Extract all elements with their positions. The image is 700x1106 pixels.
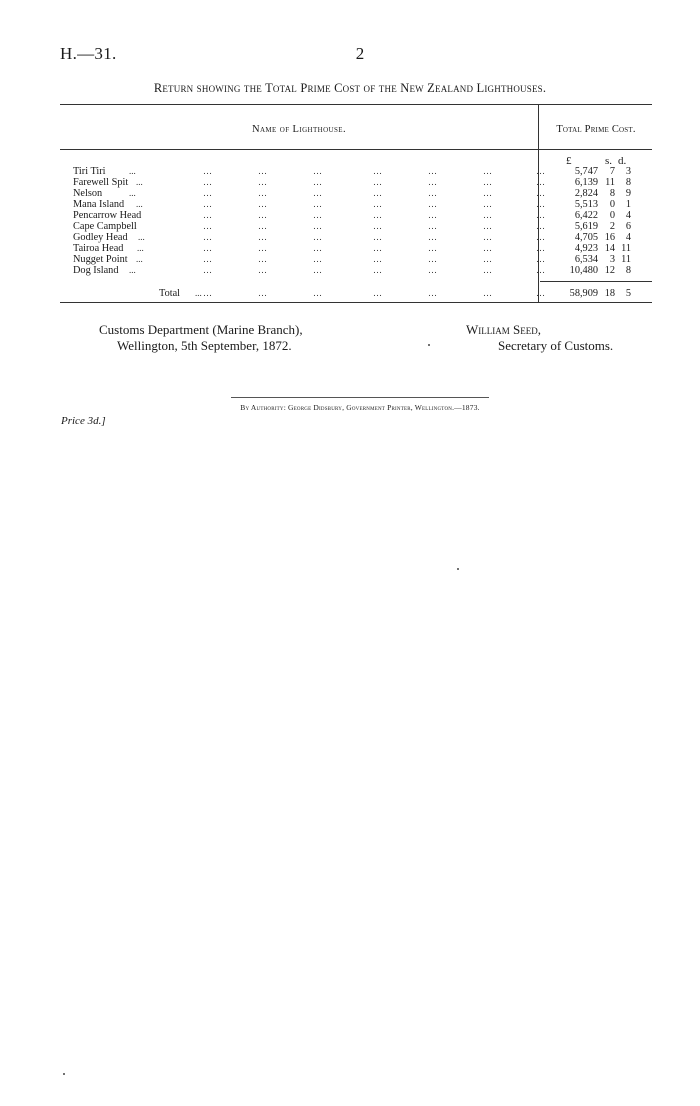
pounds-unit: £ bbox=[566, 155, 572, 167]
leader-dots: … bbox=[313, 166, 322, 176]
leader-dots: … bbox=[373, 210, 382, 220]
leader-dots: … bbox=[373, 188, 382, 198]
leader-dots: … bbox=[373, 232, 382, 242]
leader-dots: … bbox=[313, 254, 322, 264]
leader-dots: … bbox=[483, 221, 492, 231]
leader-dots: … bbox=[483, 210, 492, 220]
leader-dots: … bbox=[428, 254, 437, 264]
leader-dots: … bbox=[373, 265, 382, 275]
cost-pence: 8 bbox=[625, 265, 631, 276]
document-reference: H.—31. bbox=[60, 44, 117, 63]
cost-shillings: 8 bbox=[609, 188, 615, 199]
cost-pence: 6 bbox=[625, 221, 631, 232]
leader-dots: … bbox=[483, 199, 492, 209]
leader-dots: … bbox=[428, 221, 437, 231]
leader-dots: … bbox=[203, 199, 212, 209]
cost-pence: 11 bbox=[621, 243, 631, 254]
leader-dots: … bbox=[313, 221, 322, 231]
leader-dots: … bbox=[428, 177, 437, 187]
signatory-title: Secretary of Customs. bbox=[498, 338, 614, 353]
leader-dots: … bbox=[483, 232, 492, 242]
cost-pence: 4 bbox=[625, 210, 631, 221]
scan-speck bbox=[63, 1073, 65, 1075]
shillings-unit: s. bbox=[605, 155, 613, 167]
leader-dots: … bbox=[313, 188, 322, 198]
table-row bbox=[73, 232, 633, 243]
leader-dots: … bbox=[428, 188, 437, 198]
page-number: 2 bbox=[355, 44, 365, 63]
leader-dots: … bbox=[536, 243, 545, 253]
leader-dots: ... bbox=[195, 288, 202, 298]
lighthouse-name: Farewell Spit bbox=[73, 177, 129, 188]
cost-shillings: 12 bbox=[604, 265, 615, 276]
leader-dots: ... bbox=[138, 232, 145, 242]
total-pounds: 58,909 bbox=[569, 288, 598, 299]
cost-shillings: 0 bbox=[609, 199, 615, 210]
cost-pounds: 5,513 bbox=[574, 199, 598, 210]
leader-dots: … bbox=[373, 221, 382, 231]
total-row bbox=[73, 288, 633, 299]
cost-pence: 9 bbox=[625, 188, 631, 199]
leader-dots: ... bbox=[129, 265, 136, 275]
scan-speck bbox=[457, 568, 459, 570]
cost-pounds: 5,619 bbox=[574, 221, 598, 232]
table-top-rule bbox=[60, 104, 652, 105]
leader-dots: … bbox=[258, 188, 267, 198]
leader-dots: … bbox=[428, 265, 437, 275]
cost-pence: 8 bbox=[625, 177, 631, 188]
leader-dots: … bbox=[483, 243, 492, 253]
cost-pence: 3 bbox=[625, 166, 631, 177]
page-title: Return showing the Total Prime Cost of the New Zealand Lighthouses. bbox=[153, 81, 547, 95]
leader-dots: ... bbox=[136, 199, 143, 209]
department-name: Customs Department (Marine Branch), bbox=[99, 322, 303, 337]
signature-block bbox=[466, 322, 613, 354]
lighthouse-name: Dog Island bbox=[73, 265, 119, 276]
column-header-cost: Total Prime Cost. bbox=[556, 124, 636, 135]
table-row bbox=[73, 221, 633, 232]
leader-dots: … bbox=[428, 243, 437, 253]
cost-pounds: 5,747 bbox=[574, 166, 598, 177]
leader-dots: … bbox=[313, 177, 322, 187]
leader-dots: … bbox=[203, 232, 212, 242]
leader-dots: … bbox=[536, 221, 545, 231]
lighthouse-name: Nelson bbox=[73, 188, 103, 199]
leader-dots: … bbox=[258, 177, 267, 187]
cost-pounds: 4,923 bbox=[574, 243, 598, 254]
leader-dots: … bbox=[258, 210, 267, 220]
leader-dots: … bbox=[313, 288, 322, 298]
cost-shillings: 3 bbox=[609, 254, 615, 265]
cost-shillings: 14 bbox=[604, 243, 615, 254]
table-row bbox=[73, 254, 633, 265]
cost-pounds: 10,480 bbox=[569, 265, 598, 276]
leader-dots: … bbox=[483, 177, 492, 187]
leader-dots: … bbox=[536, 177, 545, 187]
cost-pence: 4 bbox=[625, 232, 631, 243]
department-block bbox=[99, 322, 303, 354]
leader-dots: … bbox=[483, 166, 492, 176]
lighthouse-name: Tairoa Head bbox=[73, 243, 124, 254]
leader-dots: … bbox=[536, 265, 545, 275]
leader-dots: … bbox=[258, 265, 267, 275]
leader-dots: … bbox=[203, 210, 212, 220]
table-row bbox=[73, 265, 633, 276]
table-bottom-rule bbox=[60, 302, 652, 303]
table-row bbox=[73, 177, 633, 188]
leader-dots: … bbox=[203, 177, 212, 187]
leader-dots: … bbox=[536, 199, 545, 209]
cost-shillings: 0 bbox=[609, 210, 615, 221]
cost-pounds: 6,139 bbox=[574, 177, 598, 188]
lighthouse-name: Tiri Tiri bbox=[73, 166, 106, 177]
leader-dots: … bbox=[258, 288, 267, 298]
leader-dots: … bbox=[313, 199, 322, 209]
cost-pounds: 2,824 bbox=[574, 188, 598, 199]
leader-dots: … bbox=[373, 254, 382, 264]
leader-dots: … bbox=[203, 166, 212, 176]
leader-dots: … bbox=[536, 288, 545, 298]
leader-dots: … bbox=[203, 188, 212, 198]
leader-dots: … bbox=[428, 232, 437, 242]
leader-dots: … bbox=[313, 232, 322, 242]
leader-dots: … bbox=[373, 199, 382, 209]
lighthouse-name: Nugget Point bbox=[73, 254, 128, 265]
total-label: Total bbox=[159, 288, 181, 299]
leader-dots: … bbox=[373, 166, 382, 176]
department-date: Wellington, 5th September, 1872. bbox=[117, 338, 292, 353]
leader-dots: … bbox=[483, 254, 492, 264]
leader-dots: … bbox=[203, 243, 212, 253]
table-row bbox=[73, 166, 633, 177]
total-sum-rule bbox=[540, 281, 652, 282]
price-note: Price 3d.] bbox=[61, 415, 106, 427]
table-row bbox=[73, 243, 633, 254]
leader-dots: … bbox=[373, 177, 382, 187]
scan-speck bbox=[428, 344, 430, 346]
leader-dots: … bbox=[428, 288, 437, 298]
cost-shillings: 16 bbox=[604, 232, 615, 243]
leader-dots: … bbox=[313, 210, 322, 220]
table-row bbox=[73, 210, 633, 221]
table-row bbox=[73, 199, 633, 210]
printer-imprint: By Authority: George Didsbury, Government Printer, Wellington.—1873. bbox=[240, 403, 480, 412]
leader-dots: ... bbox=[137, 243, 144, 253]
leader-dots: … bbox=[313, 243, 322, 253]
leader-dots: … bbox=[483, 288, 492, 298]
lighthouse-name: Mana Island bbox=[73, 199, 125, 210]
cost-pounds: 4,705 bbox=[574, 232, 598, 243]
cost-shillings: 7 bbox=[609, 166, 615, 177]
leader-dots: … bbox=[258, 232, 267, 242]
pence-unit: d. bbox=[618, 155, 627, 167]
leader-dots: … bbox=[536, 210, 545, 220]
cost-shillings: 11 bbox=[605, 177, 615, 188]
leader-dots: … bbox=[428, 210, 437, 220]
leader-dots: … bbox=[313, 265, 322, 275]
total-pence: 5 bbox=[625, 288, 631, 299]
leader-dots: … bbox=[203, 288, 212, 298]
leader-dots: … bbox=[536, 188, 545, 198]
leader-dots: … bbox=[203, 265, 212, 275]
lighthouse-name: Pencarrow Head bbox=[73, 210, 142, 221]
table-header-rule bbox=[60, 149, 652, 150]
signatory-name: William Seed, bbox=[466, 322, 541, 337]
lighthouse-name: Cape Campbell bbox=[73, 221, 137, 232]
leader-dots: … bbox=[373, 288, 382, 298]
leader-dots: … bbox=[258, 199, 267, 209]
leader-dots: … bbox=[258, 221, 267, 231]
leader-dots: ... bbox=[129, 166, 136, 176]
leader-dots: ... bbox=[136, 177, 143, 187]
leader-dots: … bbox=[203, 254, 212, 264]
leader-dots: … bbox=[203, 221, 212, 231]
column-header-name: Name of Lighthouse. bbox=[251, 124, 347, 135]
leader-dots: … bbox=[258, 254, 267, 264]
total-shillings: 18 bbox=[604, 288, 615, 299]
cost-shillings: 2 bbox=[609, 221, 615, 232]
printer-rule bbox=[231, 397, 489, 398]
leader-dots: … bbox=[258, 243, 267, 253]
leader-dots: … bbox=[483, 188, 492, 198]
leader-dots: … bbox=[428, 199, 437, 209]
leader-dots: … bbox=[536, 254, 545, 264]
leader-dots: … bbox=[258, 166, 267, 176]
leader-dots: … bbox=[536, 166, 545, 176]
cost-pence: 1 bbox=[625, 199, 631, 210]
leader-dots: … bbox=[428, 166, 437, 176]
table-row bbox=[73, 188, 633, 199]
cost-pounds: 6,534 bbox=[574, 254, 598, 265]
cost-pounds: 6,422 bbox=[574, 210, 598, 221]
lighthouse-name: Godley Head bbox=[73, 232, 128, 243]
leader-dots: … bbox=[373, 243, 382, 253]
leader-dots: ... bbox=[129, 188, 136, 198]
leader-dots: … bbox=[536, 232, 545, 242]
leader-dots: ... bbox=[136, 254, 143, 264]
leader-dots: … bbox=[483, 265, 492, 275]
cost-pence: 11 bbox=[621, 254, 631, 265]
